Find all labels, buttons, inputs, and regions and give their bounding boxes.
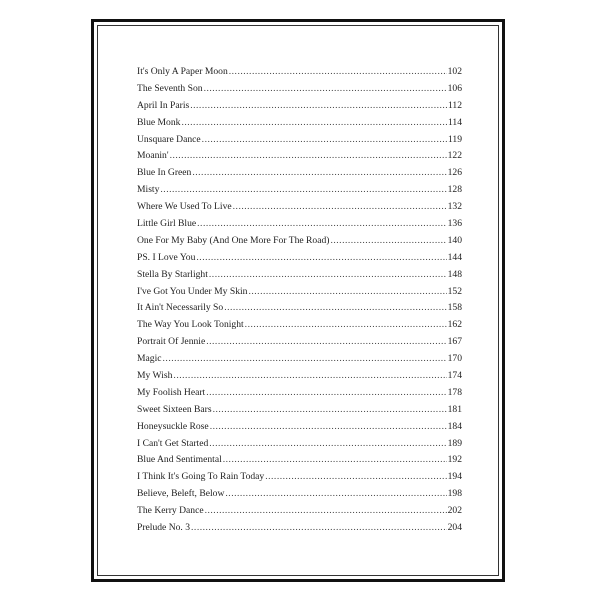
dot-leader	[225, 488, 446, 499]
dot-leader	[191, 522, 447, 533]
dot-leader	[181, 117, 447, 128]
dot-leader	[330, 235, 446, 246]
toc-entry-page: 178	[447, 386, 462, 398]
toc-entry-page: 170	[447, 353, 462, 365]
toc-entry-page: 192	[447, 454, 462, 466]
toc-entry	[137, 387, 462, 404]
toc-entry-page: 136	[447, 218, 462, 230]
toc-entry-title: April In Paris	[137, 99, 190, 111]
toc-entry	[137, 184, 462, 201]
toc-entry	[137, 302, 462, 319]
toc-entry-title: Prelude No. 3	[137, 522, 191, 534]
toc-entry	[137, 370, 462, 387]
toc-entry-title: Portrait Of Jennie	[137, 336, 206, 348]
dot-leader	[223, 454, 447, 465]
toc-entry-page: 167	[447, 336, 462, 348]
toc-entry-page: 181	[447, 403, 462, 415]
toc-entry-title: My Foolish Heart	[137, 386, 206, 398]
toc-entry-page: 174	[447, 370, 462, 382]
dot-leader	[190, 100, 447, 111]
dot-leader	[229, 66, 447, 77]
toc-entry-title: I Think It's Going To Rain Today	[137, 471, 265, 483]
toc-entry	[137, 454, 462, 471]
toc-entry-title: It's Only A Paper Moon	[137, 66, 228, 77]
toc-entry	[137, 522, 462, 539]
dot-leader	[213, 404, 447, 415]
toc-entry-page: 140	[447, 234, 462, 246]
toc-entry-title: Misty	[137, 184, 160, 196]
toc-entry-title: I've Got You Under My Skin	[137, 285, 248, 297]
dot-leader	[173, 370, 446, 381]
toc-entry-page: 152	[447, 285, 462, 297]
toc-entry-title: Where We Used To Live	[137, 201, 232, 213]
dot-leader	[248, 286, 446, 297]
toc-entry	[137, 66, 462, 83]
toc-entry	[137, 201, 462, 218]
toc-entry	[137, 488, 462, 505]
toc-entry-page: 162	[447, 319, 462, 331]
toc-entry-title: Sweet Sixteen Bars	[137, 403, 212, 415]
toc-entry	[137, 438, 462, 455]
table-of-contents	[137, 66, 462, 539]
toc-entry-title: Blue And Sentimental	[137, 454, 222, 466]
dot-leader	[163, 353, 447, 364]
dot-leader	[209, 269, 447, 280]
toc-entry-title: Believe, Beleft, Below	[137, 488, 225, 500]
toc-entry-page: 106	[447, 82, 462, 94]
dot-leader	[209, 438, 446, 449]
toc-entry	[137, 471, 462, 488]
toc-entry	[137, 100, 462, 117]
dot-leader	[196, 252, 446, 263]
dot-leader	[204, 83, 447, 94]
toc-entry-title: Honeysuckle Rose	[137, 420, 209, 432]
toc-entry-page: 158	[447, 302, 462, 314]
toc-entry	[137, 117, 462, 134]
toc-entry	[137, 83, 462, 100]
toc-entry-page: 148	[447, 268, 462, 280]
dot-leader	[202, 134, 447, 145]
toc-entry-page: 119	[447, 133, 462, 145]
dot-leader	[206, 336, 446, 347]
toc-entry	[137, 353, 462, 370]
toc-entry-title: The Way You Look Tonight	[137, 319, 244, 331]
dot-leader	[197, 218, 446, 229]
toc-entry-title: Stella By Starlight	[137, 268, 208, 280]
dot-leader	[265, 471, 446, 482]
toc-entry	[137, 218, 462, 235]
toc-entry-title: Magic	[137, 353, 162, 365]
toc-entry-page: 204	[447, 522, 462, 534]
toc-entry	[137, 404, 462, 421]
toc-entry-title: Moanin'	[137, 150, 169, 162]
toc-entry	[137, 336, 462, 353]
toc-entry-page: 102	[447, 66, 462, 77]
toc-entry-page: 122	[447, 150, 462, 162]
dot-leader	[210, 421, 447, 432]
toc-entry-title: The Seventh Son	[137, 82, 203, 94]
toc-entry-title: It Ain't Necessarily So	[137, 302, 224, 314]
toc-entry-page: 128	[447, 184, 462, 196]
dot-leader	[170, 150, 447, 161]
toc-entry	[137, 286, 462, 303]
toc-entry	[137, 252, 462, 269]
toc-entry-page: 132	[447, 201, 462, 213]
toc-entry-page: 114	[447, 116, 462, 128]
toc-entry	[137, 167, 462, 184]
toc-entry-page: 184	[447, 420, 462, 432]
toc-entry-title: I Can't Get Started	[137, 437, 209, 449]
toc-entry-title: PS. I Love You	[137, 251, 196, 263]
toc-entry-title: Little Girl Blue	[137, 218, 197, 230]
toc-entry	[137, 235, 462, 252]
dot-leader	[233, 201, 447, 212]
toc-entry-title: Blue In Green	[137, 167, 192, 179]
toc-entry-page: 189	[447, 437, 462, 449]
toc-entry	[137, 134, 462, 151]
toc-entry-title: Blue Monk	[137, 116, 181, 128]
toc-entry	[137, 421, 462, 438]
toc-entry	[137, 269, 462, 286]
dot-leader	[160, 184, 446, 195]
toc-entry-title: The Kerry Dance	[137, 505, 204, 517]
toc-entry-title: One For My Baby (And One More For The Road)	[137, 234, 330, 246]
toc-entry-page: 198	[447, 488, 462, 500]
toc-entry-title: Unsquare Dance	[137, 133, 201, 145]
dot-leader	[224, 302, 446, 313]
toc-entry-page: 144	[447, 251, 462, 263]
toc-entry-page: 194	[447, 471, 462, 483]
toc-entry	[137, 150, 462, 167]
dot-leader	[205, 505, 447, 516]
dot-leader	[245, 319, 447, 330]
toc-entry-page: 112	[447, 99, 462, 111]
toc-entry-title: My Wish	[137, 370, 173, 382]
toc-entry	[137, 319, 462, 336]
toc-entry	[137, 505, 462, 522]
toc-entry-page: 126	[447, 167, 462, 179]
dot-leader	[206, 387, 446, 398]
toc-entry-page: 202	[447, 505, 462, 517]
dot-leader	[192, 167, 446, 178]
